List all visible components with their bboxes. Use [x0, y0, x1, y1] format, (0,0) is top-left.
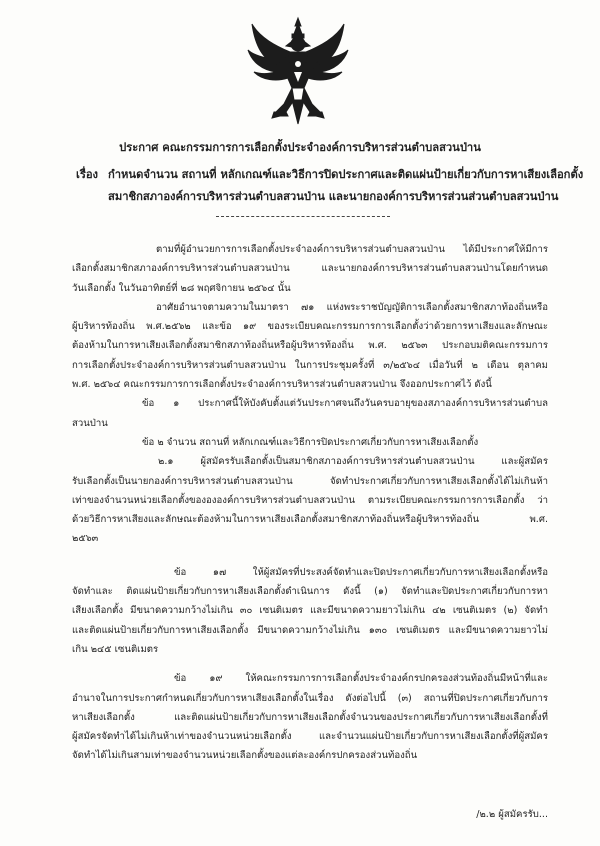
body-line: อาศัยอำนาจตามความในมาตรา ๗๑ แห่งพระราชบัญญัติการเลือกตั้งสมาชิกสภาท้องถิ่นหรือ: [156, 301, 548, 313]
body-line: เลือกตั้งสมาชิกสภาองค์การบริหารส่วนตำบลสวนป่าน และนายกองค์การบริหารส่วนตำบลสวนป่านโดยกำหนด: [72, 263, 548, 275]
body-line: จัดทำได้ไม่เกินสามเท่าของจำนวนหน่วยเลือกตั้งของแต่ละองค์กรปกครองส่วนท้องถิ่น: [72, 750, 418, 762]
body-line: ข้อ ๑ ประกาศนี้ให้บังคับตั้งแต่วันประกาศจนถึงวันครบอายุของสภาองค์การบริหารส่วนตำบล: [142, 398, 548, 410]
announcement-heading: ประกาศ คณะกรรมการการเลือกตั้งประจำองค์การบริหารส่วนตำบลสวนป่าน: [119, 141, 481, 154]
subject-line-2: สมาชิกสภาองค์การบริหารส่วนตำบลสวนป่าน และนายกองค์การบริหารส่วนส่วนตำบลสวนป่าน: [108, 190, 559, 203]
body-line: หาเสียงเลือกตั้ง และติดแผ่นป้ายเกี่ยวกับการหาเสียงเลือกตั้งจำนวนของประกาศเกี่ยวกับการหาเสียงเลือกตั้งที่: [72, 711, 548, 723]
body-line: ผู้สมัครจัดทำได้ไม่เกินห้าเท่าของจำนวนหน่วยเลือกตั้ง และจำนวนแผ่นป้ายเกี่ยวกับการหาเสียงเลือกตั้งที่ผู้สมัคร: [72, 731, 548, 743]
garuda-emblem-icon: [246, 16, 350, 128]
body-line: รับเลือกตั้งเป็นนายกองค์การบริหารส่วนตำบลสวนป่าน จัดทำประกาศเกี่ยวกับการหาเสียงเลือกตั้งได้ไม่เกินห้า: [72, 475, 548, 487]
body-line: อำนาจในการประกาศกำหนดเกี่ยวกับการหาเสียงเลือกตั้งในเรื่อง ดังต่อไปนี้ (๓) สถานที่ปิดประกาศเกี่ยวกับการ: [72, 692, 548, 704]
body-line: สวนป่าน: [72, 417, 108, 429]
body-line: ต้องห้ามในการหาเสียงเลือกตั้งสมาชิกสภาท้องถิ่นหรือผู้บริหารท้องถิ่น พ.ศ. ๒๕๖๓ ประกอบมติคณะกรรมการ: [72, 340, 548, 352]
body-line: เท่าของจำนวนหน่วยเลือกตั้งของององค์การบริหารส่วนตำบลสวนป่าน ตามระเบียบคณะกรรมการการเลือกตั้ง ว่า: [72, 494, 548, 506]
continuation-note: /๒.๒ ผู้สมัครรับ...: [476, 809, 548, 820]
body-line: ๒๕๖๓: [72, 533, 99, 545]
body-line: เสียงเลือกตั้ง มีขนาดความกว้างไม่เกิน ๓๐ เซนติเมตร และมีขนาดความยาวไม่เกิน ๔๒ เซนติเมตร (๒) จัดทำ: [72, 605, 548, 617]
document-body: [72, 240, 548, 766]
body-line: ด้วยวิธีการหาเสียงและลักษณะต้องห้ามในการหาเสียงเลือกตั้งสมาชิกสภาท้องถิ่นหรือผู้บริหารท้องถิ่น พ.ศ.: [72, 514, 548, 526]
body-line: ผู้บริหารท้องถิ่น พ.ศ.๒๕๖๒ และข้อ ๑๙ ของระเบียบคณะกรรมการการเลือกตั้งว่าด้วยการหาเสียงและลักษณะ: [72, 321, 548, 333]
body-line: ๒.๑ ผู้สมัครรับเลือกตั้งเป็นสมาชิกสภาองค์การบริหารส่วนตำบลสวนป่าน และผู้สมัคร: [158, 456, 548, 468]
subject-block: [76, 164, 584, 208]
subject-line-1: กำหนดจำนวน สถานที่ หลักเกณฑ์และวิธีการปิดประกาศและติดแผ่นป้ายเกี่ยวกับการหาเสียงเลือกตั้ง: [108, 168, 584, 181]
body-line: และติดแผ่นป้ายเกี่ยวกับการหาเสียงเลือกตั้ง มีขนาดความกว้างไม่เกิน ๑๓๐ เซนติเมตร และมีขนาดความยาวไม่: [72, 624, 548, 636]
subject-label: เรื่อง: [76, 168, 99, 181]
body-line: ข้อ ๑๙ ให้คณะกรรมการการเลือกตั้งประจำองค์กรปกครองส่วนท้องถิ่นมีหน้าที่และ: [174, 673, 548, 685]
body-line: ตามที่ผู้อำนวยการการเลือกตั้งประจำองค์การบริหารส่วนตำบลสวนป่าน ได้มีประกาศให้มีการ: [156, 244, 548, 255]
body-line: จัดทำและ ติดแผ่นป้ายเกี่ยวกับการหาเสียงเลือกตั้งดำเนินการ ดังนี้ (๑) จัดทำและปิดประกาศเกี่ยวกับการหา: [72, 586, 548, 598]
body-line: วันเลือกตั้ง ในวันอาทิตย์ที่ ๒๘ พฤศจิกายน ๒๕๖๔ นั้น: [72, 282, 291, 294]
body-line: เกิน ๒๔๕ เซนติเมตร: [72, 643, 159, 655]
body-line: ข้อ ๑๗ ให้ผู้สมัครที่ประสงค์จัดทำและปิดประกาศเกี่ยวกับการหาเสียงเลือกตั้งหรือ: [174, 566, 548, 578]
body-line: พ.ศ. ๒๕๖๔ คณะกรรมการการเลือกตั้งประจำองค์การบริหารส่วนตำบลสวนป่าน จึงออกประกาศไว้ ดังนี้: [72, 379, 492, 391]
body-line: ข้อ ๒ จำนวน สถานที่ หลักเกณฑ์และวิธีการปิดประกาศเกี่ยวกับการหาเสียงเลือกตั้ง: [142, 436, 479, 448]
divider-dashed: [216, 216, 390, 217]
body-line: การเลือกตั้งประจำองค์การบริหารส่วนตำบลสวนป่าน ในการประชุมครั้งที่ ๓/๒๕๖๔ เมื่อวันที่ ๒ เดือน ตุลาคม: [72, 359, 548, 371]
